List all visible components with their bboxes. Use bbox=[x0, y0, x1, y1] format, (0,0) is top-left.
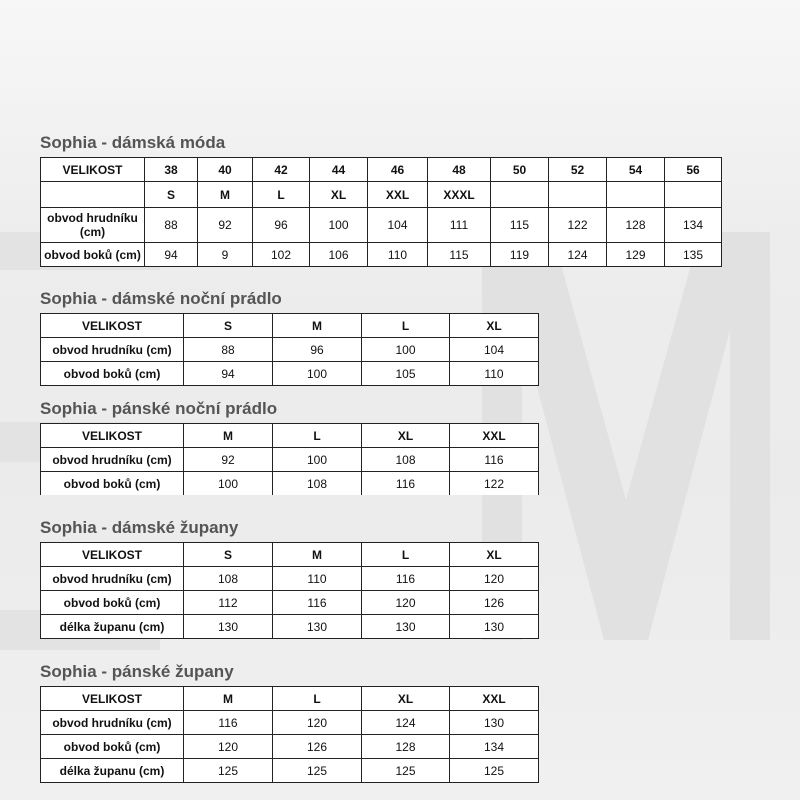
table-cell: 50 bbox=[491, 158, 549, 182]
table-cell: S bbox=[145, 182, 198, 208]
table-cell: 116 bbox=[184, 711, 273, 735]
size-header-cell: XL bbox=[450, 543, 539, 567]
table-cell: 120 bbox=[450, 567, 539, 591]
table-cell: 38 bbox=[145, 158, 198, 182]
size-header-cell: XL bbox=[450, 314, 539, 338]
table-cell: 135 bbox=[665, 243, 722, 267]
table-cell: 120 bbox=[273, 711, 362, 735]
table-cell: 52 bbox=[549, 158, 607, 182]
table-cell: 94 bbox=[145, 243, 198, 267]
table-cell: 105 bbox=[362, 362, 450, 386]
row-label: VELIKOST bbox=[41, 687, 184, 711]
table-cell bbox=[491, 182, 549, 208]
table-cell: 134 bbox=[450, 735, 539, 759]
table-cell: 108 bbox=[184, 567, 273, 591]
table-cell: 128 bbox=[362, 735, 450, 759]
size-header-cell: XL bbox=[362, 687, 450, 711]
table-cell: 125 bbox=[273, 759, 362, 783]
table-cell: 134 bbox=[665, 208, 722, 243]
table-cell: 48 bbox=[428, 158, 491, 182]
table-row bbox=[41, 448, 539, 472]
table-cell: 124 bbox=[549, 243, 607, 267]
table-row bbox=[41, 338, 539, 362]
size-header-cell: M bbox=[273, 314, 362, 338]
women-nightwear-table bbox=[40, 313, 539, 386]
table-cell: XXL bbox=[368, 182, 428, 208]
table-cell: 130 bbox=[362, 615, 450, 639]
table-cell: 128 bbox=[607, 208, 665, 243]
table-cell: 126 bbox=[273, 735, 362, 759]
women-robes-title: Sophia - dámské župany bbox=[40, 518, 239, 537]
table-cell: 9 bbox=[198, 243, 253, 267]
table-cell: 130 bbox=[184, 615, 273, 639]
row-label: VELIKOST bbox=[41, 543, 184, 567]
size-header-cell: M bbox=[273, 543, 362, 567]
table-cell bbox=[41, 182, 145, 208]
table-cell: 106 bbox=[310, 243, 368, 267]
table-cell: 92 bbox=[198, 208, 253, 243]
men-nightwear-title: Sophia - pánské noční prádlo bbox=[40, 399, 278, 418]
table-cell: 88 bbox=[184, 338, 273, 362]
row-label: VELIKOST bbox=[41, 424, 184, 448]
table-cell: 130 bbox=[450, 615, 539, 639]
fashion-title: Sophia - dámská móda bbox=[40, 133, 226, 152]
row-label: obvod hrudníku (cm) bbox=[41, 338, 184, 362]
table-cell: L bbox=[253, 182, 310, 208]
header-row bbox=[41, 543, 539, 567]
table-cell: 40 bbox=[198, 158, 253, 182]
size-header-cell: XXL bbox=[450, 424, 539, 448]
size-header-cell: L bbox=[273, 687, 362, 711]
table-cell: 102 bbox=[253, 243, 310, 267]
row-label: VELIKOST bbox=[41, 314, 184, 338]
men-robes-table bbox=[40, 686, 539, 783]
table-cell: 100 bbox=[184, 472, 273, 496]
table-cell: 124 bbox=[362, 711, 450, 735]
women-nightwear-title: Sophia - dámské noční prádlo bbox=[40, 289, 282, 308]
table-cell: XL bbox=[310, 182, 368, 208]
size-header-cell: M bbox=[184, 687, 273, 711]
header-row bbox=[41, 158, 722, 182]
table-cell: 125 bbox=[450, 759, 539, 783]
table-cell: 111 bbox=[428, 208, 491, 243]
men-nightwear-table bbox=[40, 423, 539, 495]
table-cell: 56 bbox=[665, 158, 722, 182]
table-cell: 116 bbox=[362, 472, 450, 496]
table-cell: 115 bbox=[428, 243, 491, 267]
table-row bbox=[41, 615, 539, 639]
table-cell: 42 bbox=[253, 158, 310, 182]
table-cell: 96 bbox=[273, 338, 362, 362]
table-cell bbox=[665, 182, 722, 208]
table-row bbox=[41, 362, 539, 386]
table-cell: 96 bbox=[253, 208, 310, 243]
row-label: obvod boků (cm) bbox=[41, 472, 184, 496]
table-cell: 110 bbox=[450, 362, 539, 386]
men-robes-title: Sophia - pánské župany bbox=[40, 662, 234, 681]
row-label: obvod hrudníku (cm) bbox=[41, 567, 184, 591]
row-label: obvod boků (cm) bbox=[41, 362, 184, 386]
table-cell: 92 bbox=[184, 448, 273, 472]
header-row bbox=[41, 314, 539, 338]
table-cell bbox=[549, 182, 607, 208]
table-cell: 110 bbox=[273, 567, 362, 591]
table-cell: 110 bbox=[368, 243, 428, 267]
table-cell: 94 bbox=[184, 362, 273, 386]
size-header-cell: XXL bbox=[450, 687, 539, 711]
table-cell: 130 bbox=[273, 615, 362, 639]
table-cell: 116 bbox=[273, 591, 362, 615]
table-cell: 122 bbox=[549, 208, 607, 243]
table-cell: 100 bbox=[273, 362, 362, 386]
table-cell: 104 bbox=[368, 208, 428, 243]
table-cell: 129 bbox=[607, 243, 665, 267]
row-label: délka županu (cm) bbox=[41, 615, 184, 639]
size-header-cell: L bbox=[362, 543, 450, 567]
size-header-cell: M bbox=[184, 424, 273, 448]
table-cell: 126 bbox=[450, 591, 539, 615]
row-label: obvod hrudníku (cm) bbox=[41, 448, 184, 472]
men-nightwear-section bbox=[40, 399, 539, 495]
table-cell: 125 bbox=[184, 759, 273, 783]
row-label: obvod hrudníku (cm) bbox=[41, 711, 184, 735]
row-label: obvod boků (cm) bbox=[41, 735, 184, 759]
table-row bbox=[41, 711, 539, 735]
table-cell: 112 bbox=[184, 591, 273, 615]
fashion-size-table bbox=[40, 157, 722, 267]
letter-size-row bbox=[41, 182, 722, 208]
women-robes-table bbox=[40, 542, 539, 639]
table-cell: 100 bbox=[310, 208, 368, 243]
table-cell: 116 bbox=[362, 567, 450, 591]
row-label: obvod boků (cm) bbox=[41, 591, 184, 615]
table-row bbox=[41, 591, 539, 615]
fashion-section bbox=[40, 133, 722, 267]
table-row bbox=[41, 472, 539, 496]
table-cell: 100 bbox=[273, 448, 362, 472]
table-row bbox=[41, 759, 539, 783]
table-cell: 88 bbox=[145, 208, 198, 243]
table-row bbox=[41, 735, 539, 759]
header-row bbox=[41, 424, 539, 448]
table-cell: 120 bbox=[362, 591, 450, 615]
men-robes-section bbox=[40, 662, 539, 783]
table-cell: 108 bbox=[362, 448, 450, 472]
women-nightwear-section bbox=[40, 289, 539, 386]
size-header-cell: L bbox=[273, 424, 362, 448]
row-label: obvod hrudníku (cm) bbox=[41, 208, 145, 243]
table-cell: 122 bbox=[450, 472, 539, 496]
row-label: VELIKOST bbox=[41, 158, 145, 182]
table-row bbox=[41, 243, 722, 267]
table-cell: 116 bbox=[450, 448, 539, 472]
table-cell bbox=[607, 182, 665, 208]
table-cell: 130 bbox=[450, 711, 539, 735]
size-header-cell: L bbox=[362, 314, 450, 338]
table-cell: 54 bbox=[607, 158, 665, 182]
women-robes-section bbox=[40, 518, 539, 639]
size-header-cell: S bbox=[184, 314, 273, 338]
row-label: délka županu (cm) bbox=[41, 759, 184, 783]
table-cell: 119 bbox=[491, 243, 549, 267]
table-cell: XXXL bbox=[428, 182, 491, 208]
table-cell: M bbox=[198, 182, 253, 208]
table-cell: 120 bbox=[184, 735, 273, 759]
table-cell: 46 bbox=[368, 158, 428, 182]
table-cell: 125 bbox=[362, 759, 450, 783]
row-label: obvod boků (cm) bbox=[41, 243, 145, 267]
size-header-cell: XL bbox=[362, 424, 450, 448]
header-row bbox=[41, 687, 539, 711]
size-header-cell: S bbox=[184, 543, 273, 567]
table-cell: 100 bbox=[362, 338, 450, 362]
table-row bbox=[41, 567, 539, 591]
table-cell: 104 bbox=[450, 338, 539, 362]
table-cell: 115 bbox=[491, 208, 549, 243]
table-row bbox=[41, 208, 722, 243]
table-cell: 108 bbox=[273, 472, 362, 496]
table-cell: 44 bbox=[310, 158, 368, 182]
